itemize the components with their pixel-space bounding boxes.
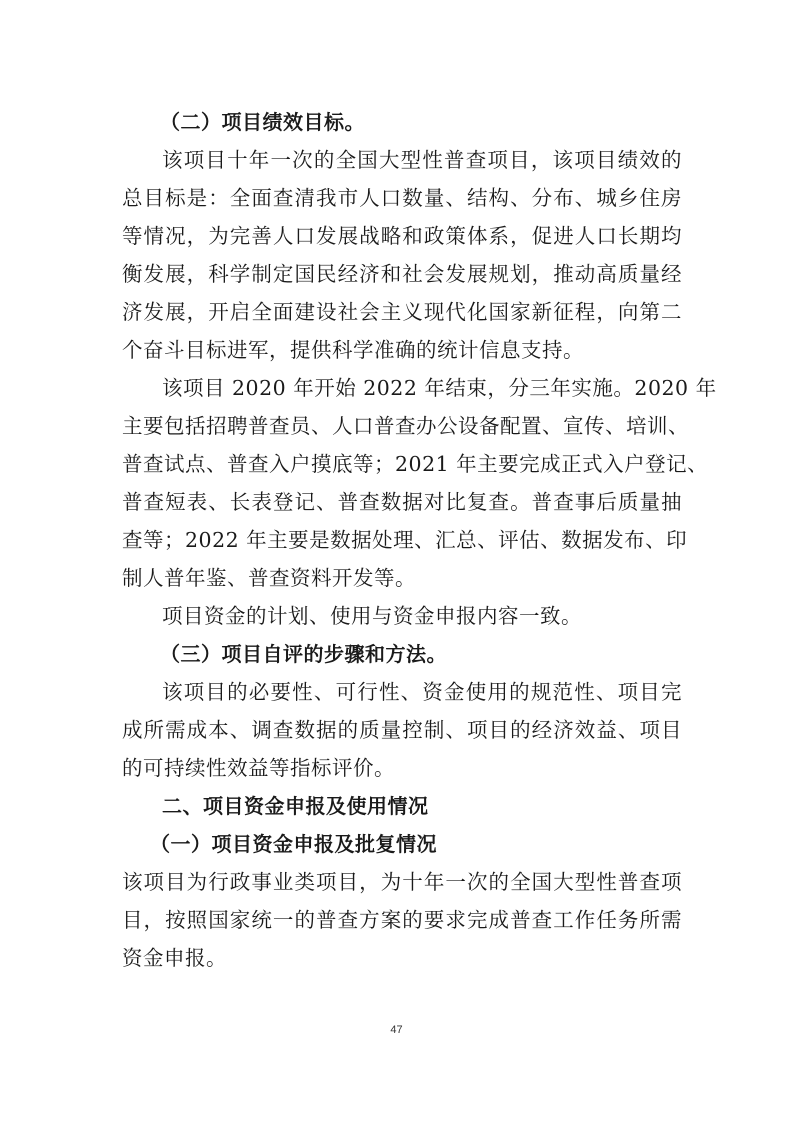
text-line: 项目资金的计划、使用与资金申报内容一致。 xyxy=(162,604,582,628)
section-2-heading: （二）项目绩效目标。 xyxy=(160,110,365,134)
text-line: 该项目为行政事业类项目，为十年一次的全国大型性普查项 xyxy=(122,870,682,894)
text-line: 的可持续性效益等指标评价。 xyxy=(122,756,395,780)
text-line: 衡发展，科学制定国民经济和社会发展规划，推动高质量经 xyxy=(122,262,682,286)
text-line: 普查短表、长表登记、普查数据对比复查。普查事后质量抽 xyxy=(122,490,682,514)
chapter-2-heading: 二、项目资金申报及使用情况 xyxy=(162,794,429,818)
section-3 xyxy=(122,635,682,787)
text-line: 资金申报。 xyxy=(122,946,227,970)
section-2 xyxy=(122,103,717,635)
text-line: 济发展，开启全面建设社会主义现代化国家新征程，向第二 xyxy=(122,300,682,324)
text-line: 该项目 2020 年开始 2022 年结束，分三年实施。2020 年 xyxy=(162,376,717,400)
text-line: 主要包括招聘普查员、人口普查办公设备配置、宣传、培训、 xyxy=(122,414,689,438)
text-line: 总目标是：全面查清我市人口数量、结构、分布、城乡住房 xyxy=(122,186,682,210)
chapter-2-sub-heading: （一）项目资金申报及批复情况 xyxy=(150,832,437,856)
text-line: 等情况，为完善人口发展战略和政策体系，促进人口长期均 xyxy=(122,224,682,248)
text-line: 成所需成本、调查数据的质量控制、项目的经济效益、项目 xyxy=(122,718,682,742)
text-line: 普查试点、普查入户摸底等；2021 年主要完成正式入户登记、 xyxy=(122,452,709,476)
text-line: 查等；2022 年主要是数据处理、汇总、评估、数据发布、印 xyxy=(122,528,688,552)
page-number: 47 xyxy=(390,1024,403,1036)
text-line: 该项目十年一次的全国大型性普查项目，该项目绩效的 xyxy=(162,148,682,172)
section-3-heading: （三）项目自评的步骤和方法。 xyxy=(160,642,447,666)
chapter-2 xyxy=(122,787,682,977)
text-line: 该项目的必要性、可行性、资金使用的规范性、项目完 xyxy=(162,680,682,704)
text-line: 制人普年鉴、普查资料开发等。 xyxy=(122,566,416,590)
text-line: 目，按照国家统一的普查方案的要求完成普查工作任务所需 xyxy=(122,908,682,932)
text-line: 个奋斗目标进军，提供科学准确的统计信息支持。 xyxy=(122,338,584,362)
